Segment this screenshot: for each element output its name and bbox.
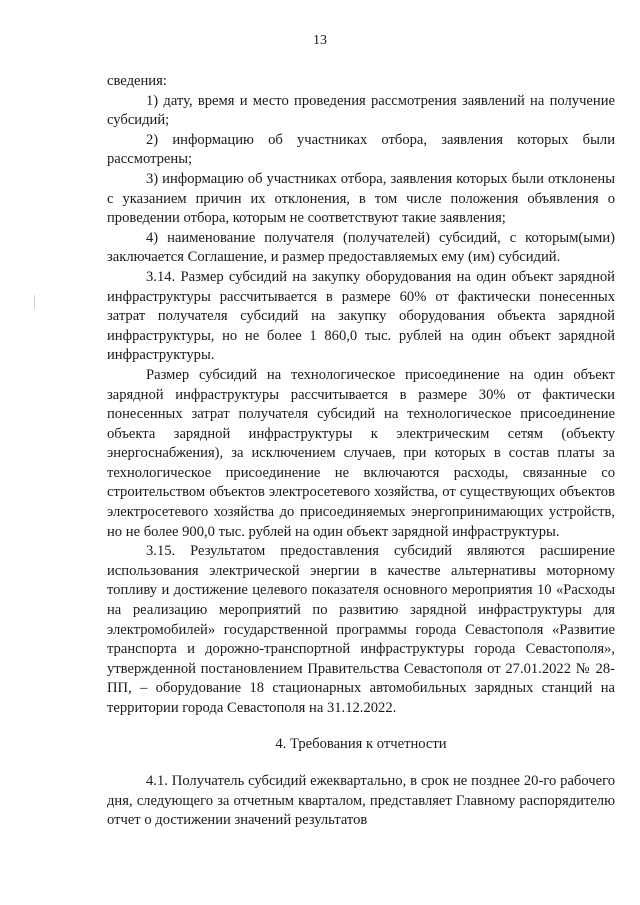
paragraph-item-3: 3) информацию об участниках отбора, заявления которых были отклонены с указанием причин их отклонения, в том числе положения объявления о проведении отбора, которым не соответствуют такие заявления; bbox=[107, 170, 615, 227]
document-body bbox=[107, 72, 615, 831]
paragraph-3-15: 3.15. Результатом предоставления субсидий являются расширение использования электрической энергии в качестве альтернативы моторному топливу и достижение целевого показателя основного мероприятия 10 «Расходы на реализацию мероприятий по развитию зарядной инфраструктуры для электромобилей» государственной программы города Севастополя «Развитие транспорта и дорожно-транспортной инфраструктуры города Севастополя», утвержденной постановлением Правительства Севастополя от 27.01.2022 № 28-ПП, – оборудование 18 стационарных автомобильных зарядных станций на территории города Севастополя на 31.12.2022. bbox=[107, 543, 615, 716]
paragraph-3-14: 3.14. Размер субсидий на закупку оборудования на один объект зарядной инфраструктуры рассчитывается в размере 60% от фактически понесенных затрат получателя субсидий на закупку оборудования объекта зарядной инфраструктуры, но не более 1 860,0 тыс. рублей на один объект зарядной инфраструктуры. bbox=[107, 268, 615, 364]
paragraph-item-2: 2) информацию об участниках отбора, заявления которых были рассмотрены; bbox=[107, 131, 615, 168]
paragraph-3-14-tech: Размер субсидий на технологическое присоединение на один объект зарядной инфраструктуры рассчитывается в размере 30% от фактически понесенных затрат получателя субсидий на технологическое присоединение объекта зарядной инфраструктуры к электрическим сетям (объекту энергоснабжения), за исключением случаев, при которых в состав платы за технологическое присоединение не включаются расходы, связанные со строительством объектов электросетевого хозяйства, от существующих объектов электросетевого хозяйства до присоединяемых энергопринимающих устройств, но не более 900,0 тыс. рублей на один объект зарядной инфраструктуры. bbox=[107, 366, 615, 540]
scan-margin-mark bbox=[34, 295, 35, 309]
section-heading: 4. Требования к отчетности bbox=[275, 735, 447, 752]
paragraph-item-1: 1) дату, время и место проведения рассмотрения заявлений на получение субсидий; bbox=[107, 92, 615, 129]
paragraph-4-1: 4.1. Получатель субсидий ежеквартально, в срок не позднее 20-го рабочего дня, следующего за отчетным кварталом, представляет Главному распорядителю отчет о достижении значений результатов bbox=[107, 773, 615, 829]
page-number: 13 bbox=[313, 33, 327, 48]
paragraph-intro: сведения: bbox=[107, 73, 167, 89]
paragraph-item-4: 4) наименование получателя (получателей) субсидий, с которым(ыми) заключается Соглашение, и размер предоставляемых ему (им) субсидий. bbox=[107, 229, 615, 266]
